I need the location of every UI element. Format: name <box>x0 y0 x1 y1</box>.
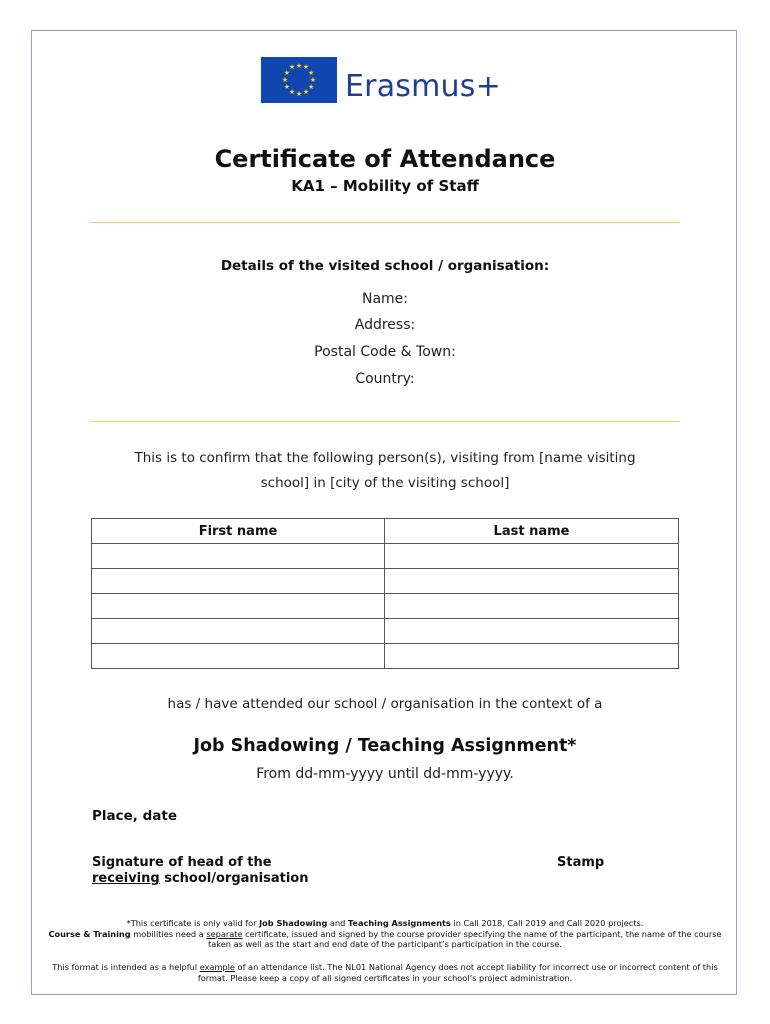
disclaimer-underlined: example <box>199 962 235 972</box>
signature-line-2-rest: school/organisation <box>159 871 309 886</box>
footnote <box>40 918 730 950</box>
erasmus-logo <box>261 57 501 103</box>
place-date-label: Place, date <box>92 808 178 824</box>
first-name-cell[interactable] <box>92 644 385 669</box>
star-icon: ★ <box>288 63 296 72</box>
first-name-cell[interactable] <box>92 619 385 644</box>
details-heading: Details of the visited school / organisation: <box>220 258 550 274</box>
divider <box>90 421 680 422</box>
last-name-cell[interactable] <box>385 644 679 669</box>
table-row <box>92 544 679 569</box>
last-name-cell[interactable] <box>385 619 679 644</box>
eu-flag-icon <box>261 57 337 103</box>
persons-table <box>91 518 679 669</box>
star-icon: ★ <box>283 68 291 77</box>
last-name-header: Last name <box>385 519 679 544</box>
confirmation-line-2: school] in [city of the visiting school] <box>260 475 510 491</box>
first-name-header: First name <box>92 519 385 544</box>
confirmation-line-1: This is to confirm that the following person(s), visiting from [name visiting <box>134 450 636 466</box>
signature-underlined-word: receiving <box>92 871 160 886</box>
footnote-text: and <box>327 918 348 928</box>
page-frame <box>31 30 737 995</box>
footnote-bold: Course & Training <box>48 928 131 939</box>
detail-name-label: Name: <box>361 291 409 307</box>
first-name-cell[interactable] <box>92 569 385 594</box>
footnote-text: in Call 2018, Call 2019 and Call 2020 projects. <box>450 918 644 928</box>
first-name-cell[interactable] <box>92 594 385 619</box>
footnote-bold: Teaching Assignments <box>347 918 451 928</box>
star-icon: ★ <box>302 87 310 96</box>
star-icon: ★ <box>281 75 289 84</box>
detail-country-label: Country: <box>355 371 415 387</box>
page-title: Certificate of Attendance <box>214 145 556 173</box>
star-icon: ★ <box>295 61 303 70</box>
table-row <box>92 644 679 669</box>
attended-text: has / have attended our school / organisation in the context of a <box>167 696 603 712</box>
table-row <box>92 569 679 594</box>
footnote-text: mobilities need a <box>130 928 207 939</box>
last-name-cell[interactable] <box>385 594 679 619</box>
star-icon: ★ <box>302 63 310 72</box>
table-header-row <box>92 519 679 544</box>
page-subtitle: KA1 – Mobility of Staff <box>291 177 479 195</box>
disclaimer <box>40 962 730 983</box>
star-icon: ★ <box>307 82 315 91</box>
footnote-text: certificate, issued and signed by the course provider specifying the name of the participant, the name of the course taken as well as the start and end date of the participant’s participation in the course. <box>208 928 722 949</box>
confirmation-text <box>100 446 670 496</box>
last-name-cell[interactable] <box>385 569 679 594</box>
signature-line-1: Signature of head of the <box>92 855 272 870</box>
detail-address-label: Address: <box>354 317 416 333</box>
last-name-cell[interactable] <box>385 544 679 569</box>
star-icon: ★ <box>309 75 317 84</box>
signature-line-2 <box>92 871 309 887</box>
disclaimer-text: of an attendance list. The NL01 National Agency does not accept liability for incorrect use or incorrect content of this format. Please keep a copy of all signed certificates in your school’s project administration. <box>197 962 718 983</box>
footnote-underlined: separate <box>206 928 243 939</box>
footnote-bold: Job Shadowing <box>259 918 328 928</box>
table-row <box>92 619 679 644</box>
table-row <box>92 594 679 619</box>
star-icon: ★ <box>283 82 291 91</box>
first-name-cell[interactable] <box>92 544 385 569</box>
footnote-text: *This certificate is only valid for <box>126 918 260 928</box>
star-icon: ★ <box>307 68 315 77</box>
divider <box>90 222 680 223</box>
star-icon: ★ <box>295 89 303 98</box>
signature-label <box>92 855 309 887</box>
logo-text: Erasmus+ <box>345 68 501 104</box>
assignment-title: Job Shadowing / Teaching Assignment* <box>193 736 577 756</box>
detail-postal-label: Postal Code & Town: <box>314 344 456 360</box>
star-icon: ★ <box>288 87 296 96</box>
disclaimer-text: This format is intended as a helpful <box>52 962 200 972</box>
date-range-text: From dd-mm-yyyy until dd-mm-yyyy. <box>256 766 514 782</box>
stamp-label: Stamp <box>557 855 605 870</box>
